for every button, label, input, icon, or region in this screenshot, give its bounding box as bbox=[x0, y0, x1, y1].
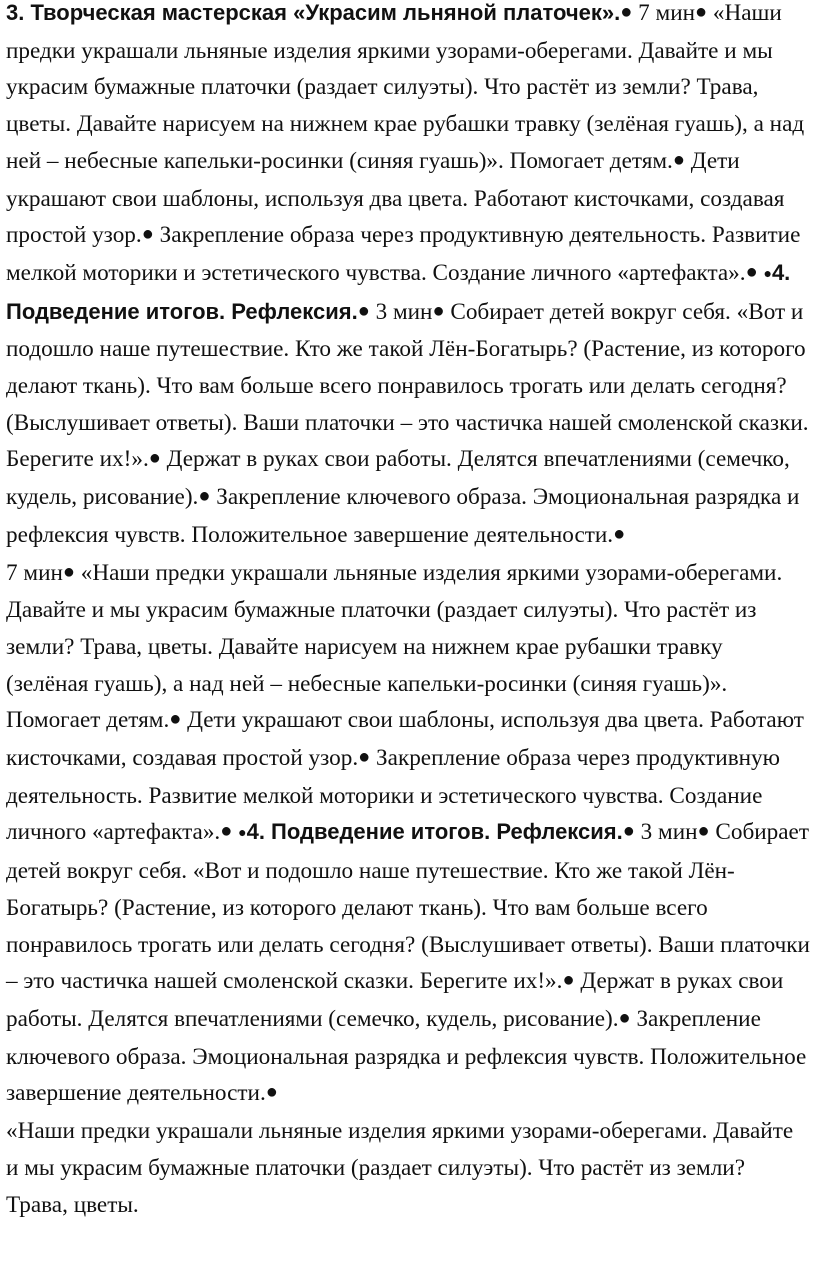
bullet-marker: ● bbox=[695, 1, 708, 23]
goal-text: Закрепление образа через продуктивную деятельность. Развитие мелкой моторики и эстетического чувства. Создание личного «артефакта». bbox=[6, 745, 780, 846]
bullet-marker-small: ● bbox=[238, 824, 247, 841]
bullet-marker: ● bbox=[220, 820, 233, 843]
time-label-7min: 7 мин bbox=[6, 559, 63, 586]
teacher-activity-text-4: Собирает детей вокруг себя. «Вот и подошло наше путешествие. Кто же такой Лён-Богатырь? (Растение, из которого делают ткань). Что вам больше всего понравилось трогать или делать сегодня? (Выслушивает ответы). Ваши платочки – это частичка нашей смоленской сказки. Берегите их!». bbox=[6, 819, 810, 995]
bullet-marker: ● bbox=[672, 148, 685, 171]
children-activity-text-4: Держат в руках свои работы. Делятся впечатлениями (семечко, кудель, рисование). bbox=[6, 968, 784, 1032]
bullet-marker: ● bbox=[169, 708, 182, 731]
bullet-marker: ● bbox=[357, 299, 370, 322]
paragraph-3 bbox=[6, 1113, 810, 1223]
teacher-activity-text: «Наши предки украшали льняные изделия яркими узорами-оберегами. Давайте и мы украсим бумажные платочки (раздает силуэты). Что растёт из земли? Трава, цветы. Давайте нарисуем на нижнем крае рубашки травку (зелёная гуашь), а над ней – небесные капельки-росинки (синяя гуашь)». Помогает детям. bbox=[6, 0, 805, 174]
time-label-3min: 3 мин bbox=[634, 819, 698, 846]
teacher-activity-text-4: Собирает детей вокруг себя. «Вот и подошло наше путешествие. Кто же такой Лён-Богатырь? (Растение, из которого делают ткань). Что вам больше всего понравилось трогать или делать сегодня? (Выслушивает ответы). Ваши платочки – это частичка нашей смоленской сказки. Берегите их!». bbox=[6, 298, 809, 473]
bullet-marker: ● bbox=[148, 447, 161, 470]
paragraph-1 bbox=[6, 0, 810, 555]
goal-text-4: Закрепление ключевого образа. Эмоциональная разрядка и рефлексия чувств. Положительное завершение деятельности. bbox=[6, 484, 800, 548]
goal-text: Закрепление образа через продуктивную деятельность. Развитие мелкой моторики и эстетического чувства. Создание личного «артефакта». bbox=[6, 222, 801, 286]
bullet-marker: ● bbox=[697, 820, 710, 843]
bullet-marker: ● bbox=[198, 485, 211, 508]
bullet-marker: ● bbox=[620, 1, 633, 23]
bullet-marker: ● bbox=[613, 522, 626, 545]
bullet-marker-small: ● bbox=[763, 264, 772, 281]
bullet-marker: ● bbox=[141, 223, 154, 246]
time-label-3min: 3 мин bbox=[369, 298, 433, 325]
bullet-marker: ● bbox=[265, 1081, 278, 1104]
children-activity-text-4: Держат в руках свои работы. Делятся впечатлениями (семечко, кудель, рисование). bbox=[6, 446, 790, 511]
bullet-marker: ● bbox=[358, 746, 371, 769]
children-activity-text: Дети украшают свои шаблоны, используя два цвета. Работают кисточками, создавая простой узор. bbox=[6, 147, 785, 249]
bullet-marker: ● bbox=[622, 820, 635, 843]
goal-text-4: Закрепление ключевого образа. Эмоциональная разрядка и рефлексия чувств. Положительное завершение деятельности. bbox=[6, 1005, 807, 1107]
bullet-marker: ● bbox=[562, 969, 575, 992]
paragraph-2 bbox=[6, 555, 810, 1114]
bullet-marker: ● bbox=[62, 560, 75, 583]
children-activity-text: Дети украшают свои шаблоны, используя два цвета. Работают кисточками, создавая простой узор. bbox=[6, 707, 804, 772]
teacher-activity-text: «Наши предки украшали льняные изделия яркими узорами-оберегами. Давайте и мы украсим бумажные платочки (раздает силуэты). Что растёт из земли? Трава, цветы. Давайте нарисуем на нижнем крае рубашки травку (зелёная гуашь), а над ней – небесные капельки-росинки (синяя гуашь)». Помогает детям. bbox=[6, 559, 783, 734]
bullet-marker: ● bbox=[745, 260, 758, 283]
teacher-activity-text: «Наши предки украшали льняные изделия яркими узорами-оберегами. Давайте и мы украсим бумажные платочки (раздает силуэты). Что растёт из земли? Трава, цветы. bbox=[6, 1118, 794, 1218]
bullet-marker: ● bbox=[432, 299, 445, 322]
bullet-marker: ● bbox=[618, 1006, 631, 1029]
section-3-heading: 3. Творческая мастерская «Украсим льняной платочек». bbox=[6, 0, 621, 25]
section-4-heading: 4. Подведение итогов. Рефлексия. bbox=[6, 259, 791, 324]
section-4-heading: 4. Подведение итогов. Рефлексия. bbox=[246, 819, 623, 845]
time-label-7min: 7 мин bbox=[632, 0, 696, 26]
